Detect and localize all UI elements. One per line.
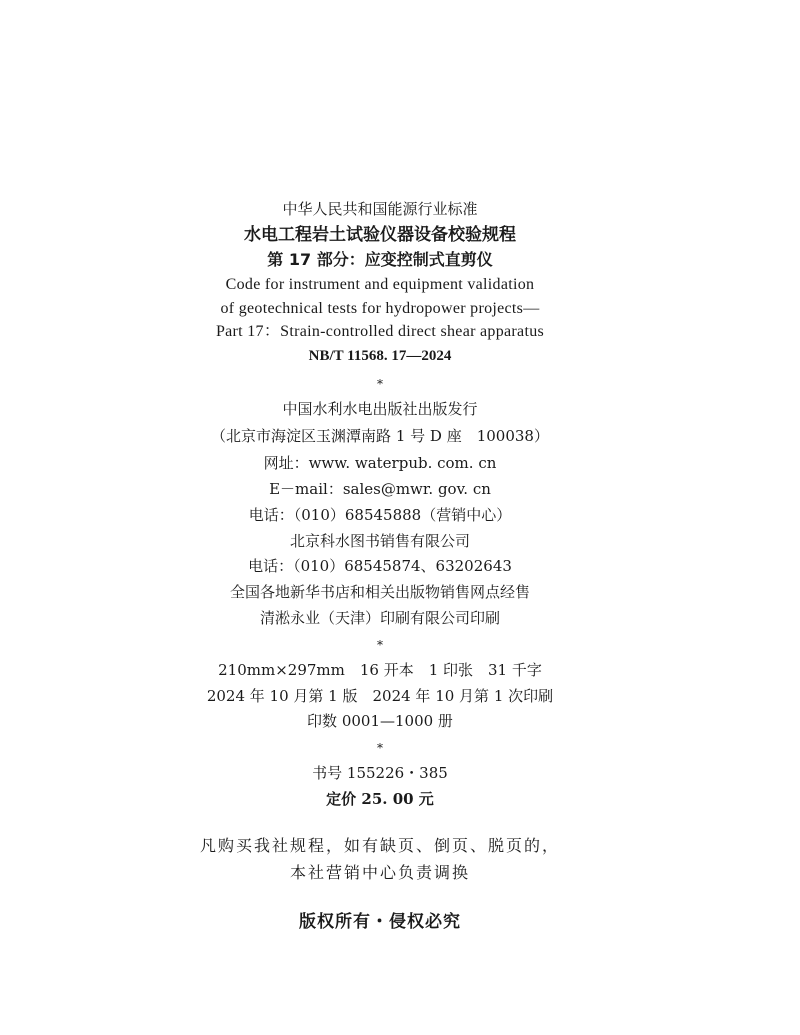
separator-star-1: * [377,377,383,391]
copyright-notice: 版权所有・侵权必究 [299,912,461,932]
title-english-line2: of geotechnical tests for hydropower projects— [220,300,540,317]
separator-star-3: * [377,741,383,755]
notice-line1: 凡购买我社规程，如有缺页、倒页、脱页的， [199,836,560,855]
publisher-phone: 电话：（010）68545888（营销中心） [248,506,512,524]
publisher-name: 中国水利水电出版社出版发行 [282,400,478,418]
book-number: 书号 155226・385 [312,764,448,782]
industry-standard-label: 中华人民共和国能源行业标准 [282,200,478,218]
edition-info: 2024 年 10 月第 1 版 2024 年 10 月第 1 次印刷 [206,687,554,705]
distributor-phone: 电话：（010）68545874、63202643 [248,557,512,575]
publisher-email: E－mail：sales@mwr. gov. cn [269,480,491,498]
price: 定价 25. 00 元 [326,790,434,808]
standard-number: NB/T 11568. 17—2024 [308,348,452,364]
distributor-name: 北京科水图书销售有限公司 [289,532,470,550]
title-chinese: 水电工程岩土试验仪器设备校验规程 [244,225,516,245]
separator-star-2: * [377,638,383,652]
printer-name: 清淞永业（天津）印刷有限公司印刷 [259,609,500,627]
sales-channels: 全国各地新华书店和相关出版物销售网点经售 [229,583,530,601]
title-english-line3: Part 17：Strain-controlled direct shear apparatus [215,323,545,340]
format-specs: 210mm×297mm 16 开本 1 印张 31 千字 [218,661,542,679]
part-title-chinese: 第 17 部分：应变控制式直剪仪 [267,250,493,269]
notice-line2: 本社营销中心负责调换 [289,863,470,882]
print-run: 印数 0001—1000 册 [307,712,453,730]
title-english-line1: Code for instrument and equipment validation [225,276,535,293]
publisher-website: 网址：www. waterpub. com. cn [263,454,497,472]
publisher-address: （北京市海淀区玉渊潭南路 1 号 D 座 100038） [211,427,549,445]
